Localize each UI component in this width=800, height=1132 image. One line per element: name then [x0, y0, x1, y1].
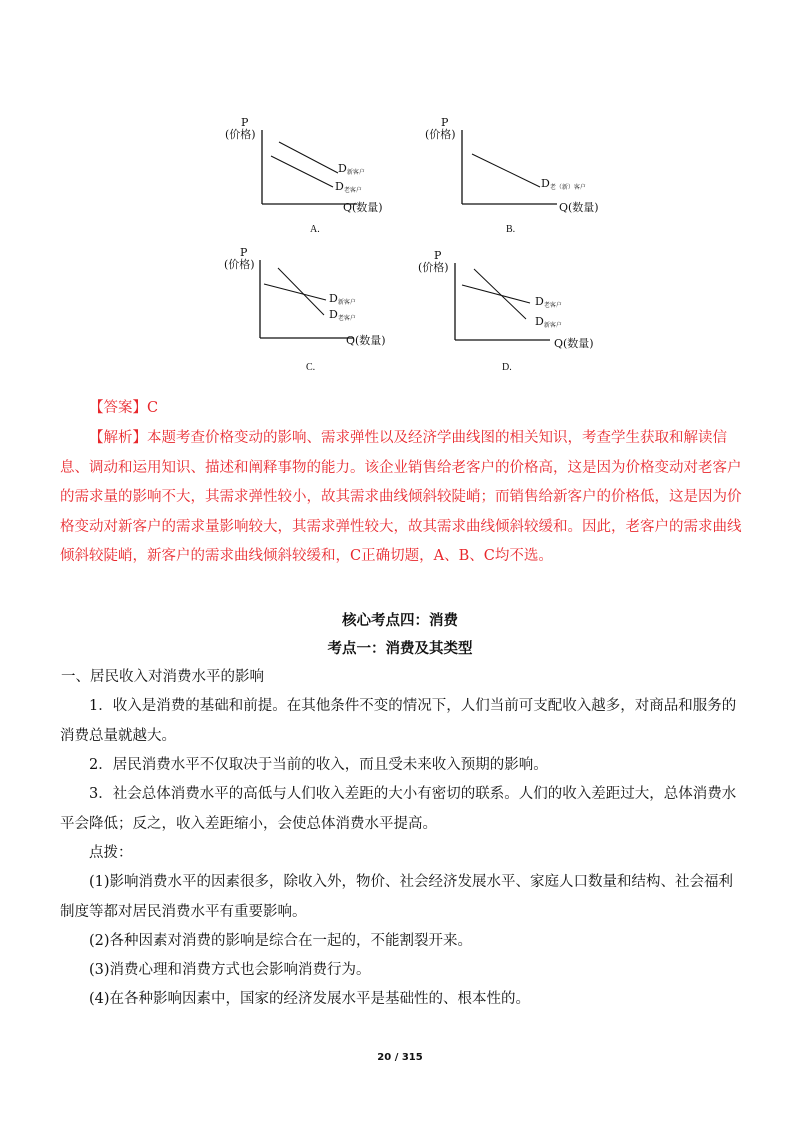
tip-3: (3)消费心理和消费方式也会影响消费行为。 — [89, 962, 371, 978]
curve-new — [279, 142, 338, 173]
graph-b — [425, 110, 615, 235]
curve-old — [462, 285, 530, 303]
curve-new — [264, 284, 326, 300]
price-label: (价格) — [224, 258, 255, 271]
point-3: 3．社会总体消费水平的高低与人们收入差距的大小有密切的联系。人们的收入差距过大，总体消费水平会降低；反之，收入差距缩小，会使总体消费水平提高。 — [60, 786, 737, 832]
price-label: (价格) — [418, 261, 449, 274]
p-label: P — [441, 116, 449, 129]
q-label: Q(数量) — [346, 334, 386, 347]
option-label: B. — [506, 224, 516, 235]
q-label: Q(数量) — [554, 337, 594, 350]
graph-d — [418, 245, 608, 377]
p-label: P — [434, 249, 442, 262]
price-label: (价格) — [425, 128, 456, 141]
answer-text: 【答案】C — [89, 400, 159, 416]
q-label: Q(数量) — [559, 201, 599, 214]
curve-new — [474, 269, 526, 319]
heading-core-point: 核心考点四：消费 — [342, 612, 458, 629]
analysis-text: 【解析】本题考查价格变动的影响、需求弹性以及经济学曲线图的相关知识，考查学生获取和解读信息、调动和运用知识、描述和阐释事物的能力。该企业销售给老客户的价格高，这是因为价格变动对老客户的需求量的影响不大，其需求弹性较小，故其需求曲线倾斜较陡峭；而销售给新客户的价格低，这是因为价格变动对新客户的需求量影响较大，其需求弹性较大，故其需求曲线倾斜较缓和。因此，老客户的需求曲线倾斜较陡峭，新客户的需求曲线倾斜较缓和，C正确切题，A、B、C均不选。 — [60, 430, 742, 564]
price-label: (价格) — [225, 128, 256, 141]
q-label: Q(数量) — [343, 201, 383, 214]
p-label: P — [241, 116, 249, 129]
page-number: 20 / 315 — [377, 1052, 423, 1063]
curve-label-new: D新客户 — [329, 292, 356, 306]
section-title: 一、居民收入对消费水平的影响 — [61, 669, 264, 685]
graph-a — [225, 110, 415, 235]
option-label: A. — [310, 224, 320, 235]
point-1: 1．收入是消费的基础和前提。在其他条件不变的情况下，人们当前可支配收入越多，对商品和服务的消费总量就越大。 — [60, 698, 737, 744]
graph-c — [220, 242, 410, 377]
tip-1: (1)影响消费水平的因素很多，除收入外，物价、社会经济发展水平、家庭人口数量和结构、社会福利制度等都对居民消费水平有重要影响。 — [60, 874, 734, 920]
tip-4: (4)在各种影响因素中，国家的经济发展水平是基础性的、根本性的。 — [89, 991, 531, 1007]
option-label: C. — [306, 362, 316, 373]
tip-2: (2)各种因素对消费的影响是综合在一起的，不能割裂开来。 — [89, 933, 473, 949]
curve-label-old: D老客户 — [535, 295, 562, 309]
p-label: P — [240, 246, 248, 259]
option-label: D. — [502, 362, 512, 373]
curve-both — [472, 154, 540, 187]
curve-old — [271, 156, 333, 187]
heading-sub-point: 考点一：消费及其类型 — [327, 640, 473, 657]
tips-label: 点拨： — [89, 845, 133, 861]
curve-label-old: D老客户 — [335, 180, 362, 194]
curve-label-new: D新客户 — [338, 162, 365, 176]
curve-label-old: D老客户 — [329, 308, 356, 322]
curve-label-both: D老（新）客户 — [541, 177, 586, 191]
point-2: 2．居民消费水平不仅取决于当前的收入，而且受未来收入预期的影响。 — [89, 757, 548, 773]
curve-label-new: D新客户 — [535, 315, 562, 329]
curve-old — [278, 268, 324, 315]
